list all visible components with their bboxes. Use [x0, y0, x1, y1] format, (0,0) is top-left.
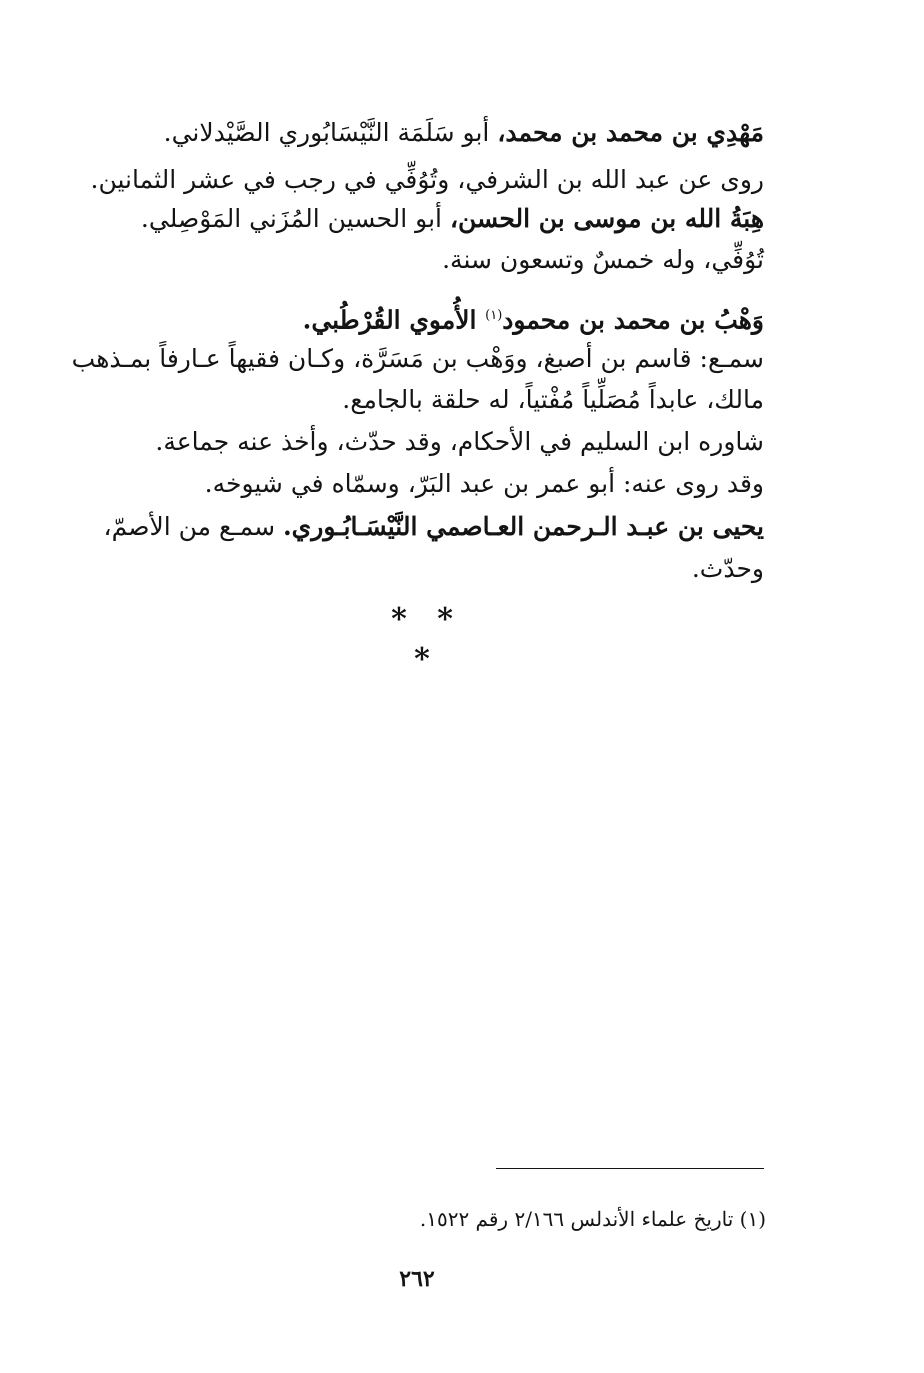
person-name: مَهْدِي بن محمد بن محمد،	[497, 118, 764, 147]
person-name: يحيى بن عبـد الـرحمن العـاصمي النَّيْسَـابُـوري.	[282, 512, 764, 541]
entry-body-line: مالك، عابداً مُصَلِّياً مُفْتياً، له حلقة بالجامع.	[342, 385, 764, 414]
entry-heading-line	[141, 199, 764, 239]
entry-body-line: وقد روى عنه: أبو عمر بن عبد البَرّ، وسمّاه في شيوخه.	[204, 469, 764, 498]
footnote-marker: (١)	[485, 308, 503, 323]
entry-heading-line	[164, 113, 764, 153]
entry-body-line: وحدّث.	[691, 554, 764, 583]
entry-heading-line	[303, 296, 764, 336]
entry-body-line: روى عن عبد الله بن الشرفي، وتُوُفِّي في رجب في عشر الثمانين.	[90, 165, 764, 194]
person-description: سمـع من الأصمّ،	[103, 512, 283, 541]
entry-heading-line	[104, 507, 764, 547]
person-description: أبو سَلَمَة النَّيْسَابُوري الصَّيْدلاني.	[163, 118, 498, 147]
entry-body-line: شاوره ابن السليم في الأحكام، وقد حدّث، وأخذ عنه جماعة.	[155, 427, 764, 456]
person-name: وَهْبُ بن محمد بن محمود	[502, 305, 764, 335]
footnote-rule	[496, 1168, 764, 1169]
page-number: ٢٦٢	[399, 1266, 435, 1292]
entry-body-line: سمـع: قاسم بن أصبغ، ووَهْب بن مَسَرَّة، وكـان فقيهاً عـارفاً بمـذهب	[71, 344, 764, 373]
section-separator: * * *	[391, 602, 463, 677]
person-name: هِبَةُ الله بن موسى بن الحسن،	[449, 204, 764, 233]
person-description: أبو الحسين المُزَني المَوْصِلي.	[140, 204, 450, 233]
person-description: الأُموي القُرْطُبي.	[302, 305, 486, 335]
entry-body-line: تُوُفِّي، وله خمسٌ وتسعون سنة.	[442, 245, 764, 274]
footnote: (١) تاريخ علماء الأندلس ٢/١٦٦ رقم ١٥٢٢.	[419, 1207, 766, 1231]
